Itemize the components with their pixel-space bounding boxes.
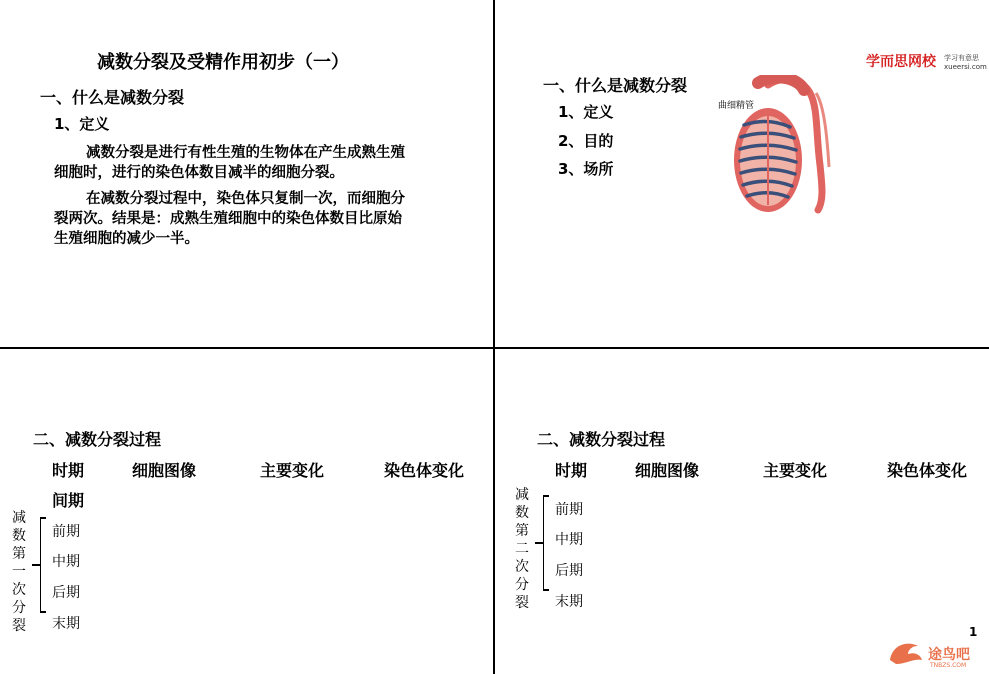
- section-heading: 二、减数分裂过程: [537, 430, 666, 449]
- vertical-divider: [493, 0, 495, 674]
- column-header-cell-image: 细胞图像: [635, 461, 700, 480]
- phase-telophase: 末期: [52, 616, 80, 632]
- phase-anaphase: 后期: [52, 585, 80, 601]
- brace-bottom: [543, 589, 549, 591]
- brace-top: [40, 517, 46, 519]
- page-number: 1: [969, 625, 978, 639]
- column-header-phase: 时期: [52, 461, 85, 480]
- phase-telophase: 末期: [555, 594, 583, 610]
- section-heading: 二、减数分裂过程: [33, 430, 162, 449]
- group-label: 减数第一次分裂: [12, 510, 26, 634]
- brace-top: [543, 495, 549, 497]
- subsection-heading: 1、定义: [54, 115, 110, 133]
- column-header-chromosome-changes: 染色体变化: [384, 461, 465, 480]
- testis-illustration: [728, 75, 833, 220]
- brand-tagline: 学习有意思: [944, 54, 979, 62]
- phase-metaphase: 中期: [52, 554, 80, 570]
- bird-logo-icon: [886, 638, 926, 668]
- interphase-label: 间期: [52, 491, 85, 510]
- horizontal-divider: [0, 347, 989, 349]
- brand-domain: xueersi.com: [944, 63, 987, 71]
- phase-anaphase: 后期: [555, 563, 583, 579]
- column-header-cell-image: 细胞图像: [132, 461, 197, 480]
- group-brace: [543, 495, 544, 590]
- slide-title: 减数分裂及受精作用初步（一）: [97, 52, 349, 73]
- watermark-domain: TNBZS.COM: [930, 662, 967, 669]
- list-item-definition: 1、定义: [558, 103, 614, 121]
- brace-middle: [535, 542, 543, 544]
- group-brace: [40, 517, 41, 612]
- section-heading: 一、什么是减数分裂: [543, 76, 688, 95]
- section-heading: 一、什么是减数分裂: [40, 88, 185, 107]
- paragraph-1: 减数分裂是进行有性生殖的生物体在产生成熟生殖细胞时，进行的染色体数目减半的细胞分裂。: [54, 145, 405, 181]
- image-label: 曲细精管: [718, 101, 755, 111]
- brace-middle: [32, 564, 40, 566]
- group-label: 减数第二次分裂: [515, 487, 529, 611]
- column-header-chromosome-changes: 染色体变化: [887, 461, 968, 480]
- phase-metaphase: 中期: [555, 532, 583, 548]
- column-header-main-changes: 主要变化: [260, 461, 325, 480]
- phase-prophase: 前期: [555, 502, 583, 518]
- column-header-phase: 时期: [555, 461, 588, 480]
- column-header-main-changes: 主要变化: [763, 461, 828, 480]
- paragraph-2: 在减数分裂过程中，染色体只复制一次，而细胞分裂两次。结果是：成熟生殖细胞中的染色体数目比原始生殖细胞的减少一半。: [54, 191, 405, 247]
- list-item-location: 3、场所: [558, 160, 614, 178]
- brand-logo: 学而思网校: [866, 54, 936, 70]
- brace-bottom: [40, 611, 46, 613]
- phase-prophase: 前期: [52, 524, 80, 540]
- watermark-text: 途鸟吧: [928, 647, 970, 663]
- list-item-purpose: 2、目的: [558, 132, 614, 150]
- definition-text: [54, 143, 414, 249]
